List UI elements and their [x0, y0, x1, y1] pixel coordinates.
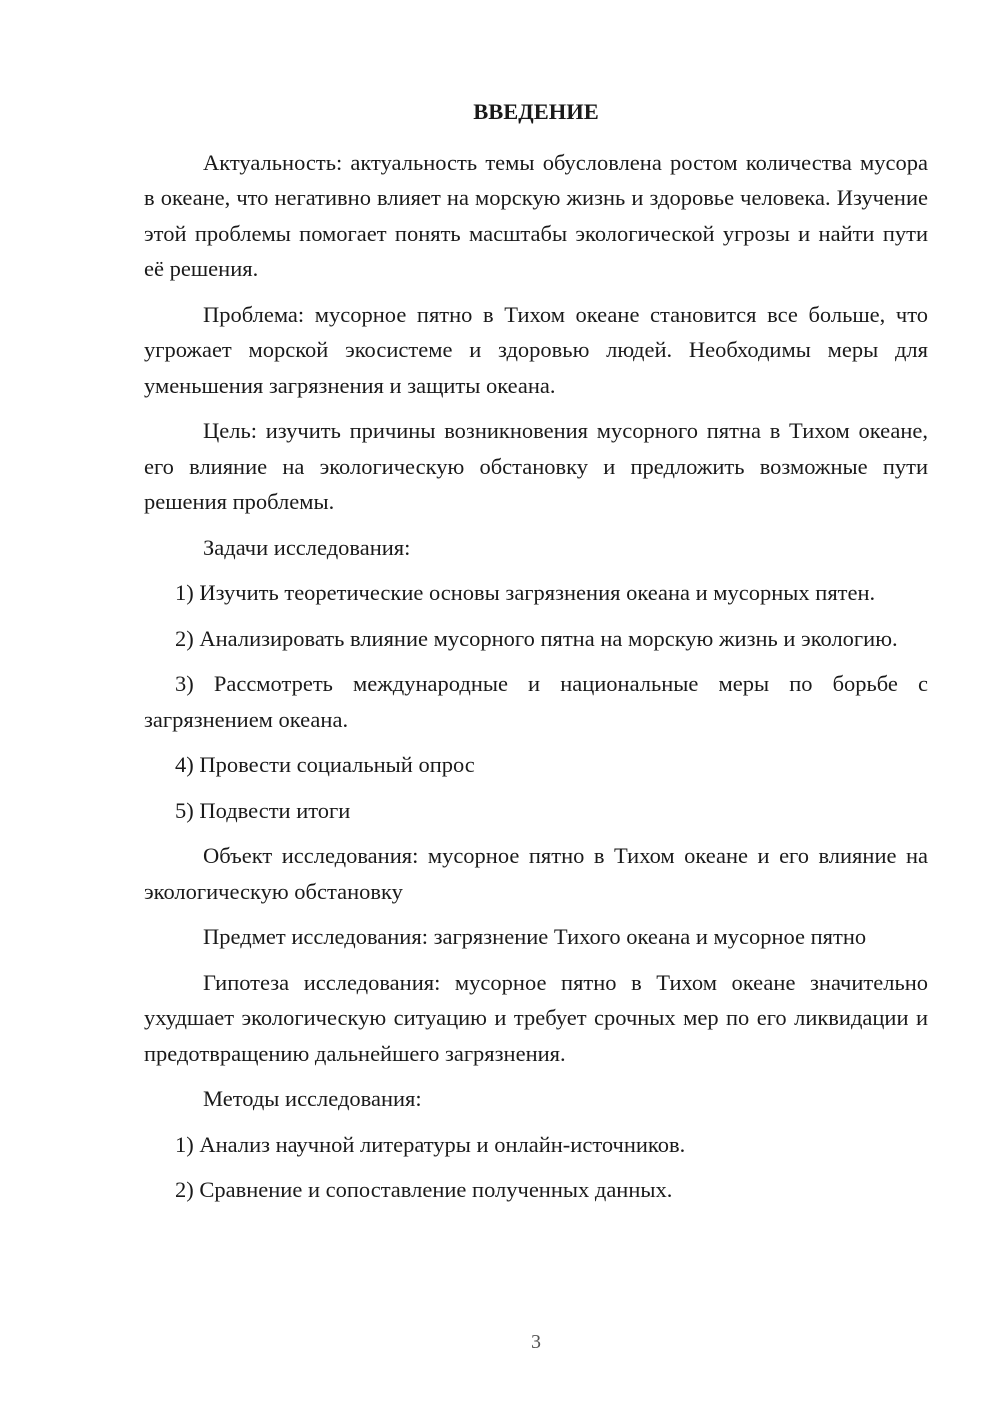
section-title: ВВЕДЕНИЕ	[473, 99, 599, 124]
task-item-5: 5) Подвести итоги	[175, 797, 351, 823]
task-item-1: 1) Изучить теоретические основы загрязнения океана и мусорных пятен.	[175, 580, 876, 605]
task-item-2: 2) Анализировать влияние мусорного пятна на морскую жизнь и экологию.	[175, 625, 898, 651]
method-item-2: 2) Сравнение и сопоставление полученных данных.	[175, 1177, 673, 1202]
methods-heading: Методы исследования:	[203, 1086, 422, 1111]
relevance-paragraph: Актуальность: актуальность темы обусловлена ростом количества мусора в океане, что негативно влияет на морскую жизнь и здоровье человека. Изучение этой проблемы помогает понять масштабы экологической угрозы и найти пути её решения.	[144, 149, 928, 281]
task-item-4: 4) Провести социальный опрос	[175, 752, 475, 777]
document-page	[144, 94, 928, 1218]
task-item-3: 3) Рассмотреть международные и национальные меры по борьбе с загрязнением океана.	[144, 671, 928, 732]
method-item-1: 1) Анализ научной литературы и онлайн-источников.	[175, 1131, 686, 1157]
problem-paragraph: Проблема: мусорное пятно в Тихом океане становится все больше, что угрожает морской экосистеме и здоровью людей. Необходимы меры для уменьшения загрязнения и защиты океана.	[144, 301, 928, 398]
tasks-heading: Задачи исследования:	[203, 534, 411, 560]
object-paragraph: Объект исследования: мусорное пятно в Тихом океане и его влияние на экологическую обстановку	[144, 843, 928, 904]
subject-paragraph: Предмет исследования: загрязнение Тихого океана и мусорное пятно	[203, 924, 867, 949]
hypothesis-paragraph: Гипотеза исследования: мусорное пятно в Тихом океане значительно ухудшает экологическую ситуацию и требует срочных мер по его ликвидации и предотвращению дальнейшего загрязнения.	[144, 969, 928, 1066]
goal-paragraph: Цель: изучить причины возникновения мусорного пятна в Тихом океане, его влияние на экологическую обстановку и предложить возможные пути решения проблемы.	[144, 418, 928, 514]
page-number: 3	[531, 1331, 541, 1353]
